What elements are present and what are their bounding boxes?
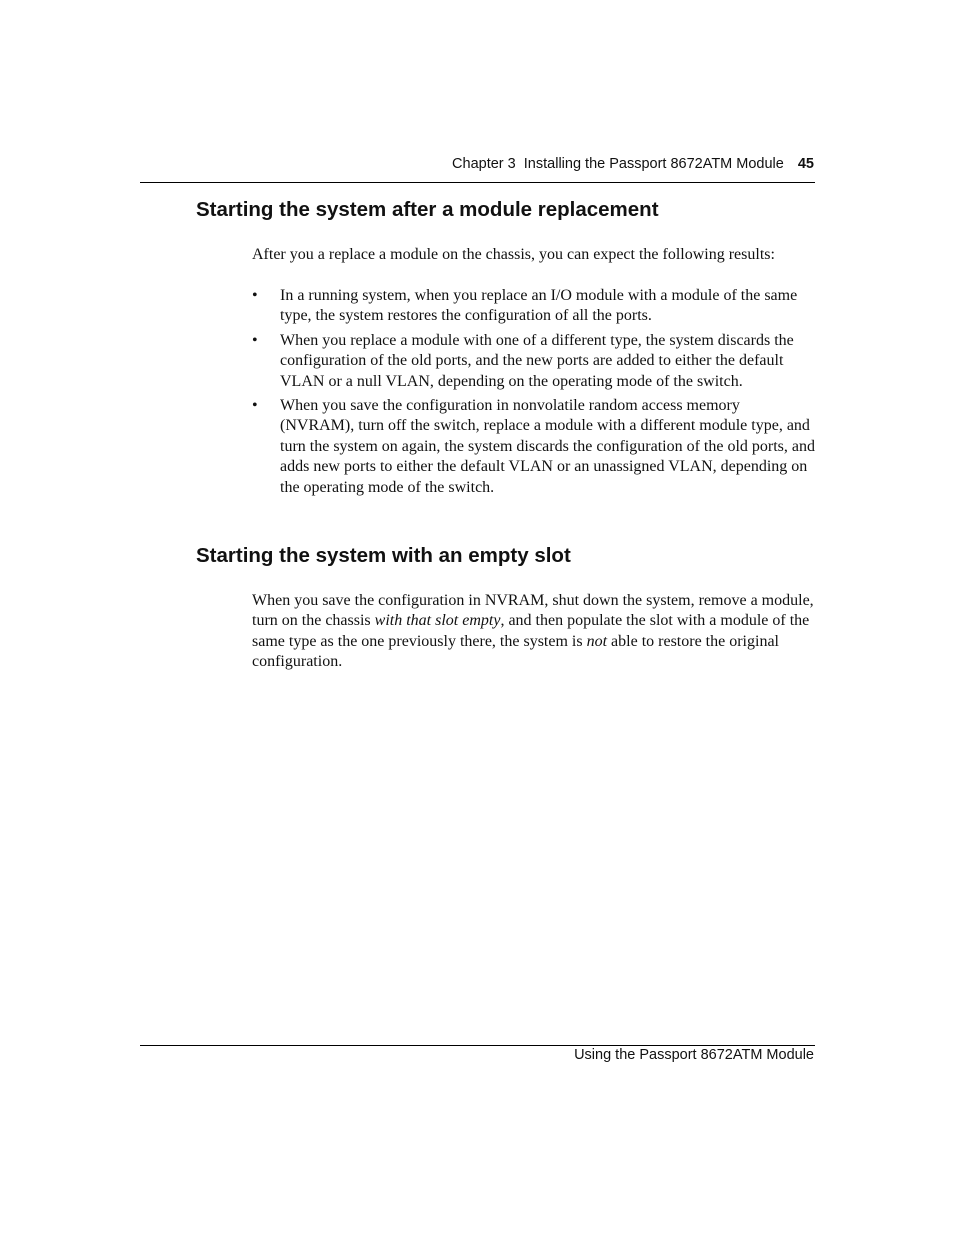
section-heading-module-replacement: Starting the system after a module replacement: [196, 198, 659, 221]
list-item: [252, 331, 817, 392]
header-rule: [140, 182, 815, 183]
bullet-marker: •: [252, 331, 258, 349]
empty-slot-paragraph: [252, 591, 817, 673]
running-footer: Using the Passport 8672ATM Module: [574, 1047, 814, 1063]
list-item: [252, 286, 817, 327]
running-header: [452, 156, 814, 172]
list-item: [252, 396, 817, 498]
emphasis-text: with that slot empty: [374, 612, 501, 630]
bullet-marker: •: [252, 397, 258, 415]
list-item-text: In a running system, when you replace an I/O module with a module of the same type, the system restores the configuration of all the ports.: [280, 287, 798, 325]
paragraph-text: able to restore the original configuration.: [252, 632, 779, 671]
paragraph-text: , and then populate the slot with a module of the same type as the one previously there, the system is: [252, 612, 810, 650]
list-item-text: When you replace a module with one of a different type, the system discards the configuration of the old ports, and the new ports are added to either the default VLAN or a null VLAN, depending on the operating mode of the switch.: [280, 331, 794, 390]
chapter-label: Chapter 3: [452, 156, 516, 172]
chapter-title: Installing the Passport 8672ATM Module: [523, 156, 784, 172]
emphasis-text: not: [586, 632, 608, 650]
results-list: [252, 286, 817, 502]
intro-paragraph: After you a replace a module on the chassis, you can expect the following results:: [252, 246, 775, 263]
section-heading-empty-slot: Starting the system with an empty slot: [196, 544, 571, 567]
paragraph-text: When you save the configuration in NVRAM, shut down the system, remove a module, turn on the chassis: [252, 592, 814, 630]
list-item-text: When you save the configuration in nonvolatile random access memory (NVRAM), turn off the switch, replace a module with a different module type, and turn the system on again, the system discards the configuration of the old ports, and adds new ports to either the default VLAN or an unassigned VLAN, depending on the operating mode of the switch.: [280, 397, 815, 496]
footer-rule: [140, 1045, 815, 1046]
bullet-marker: •: [252, 287, 258, 304]
page-number: 45: [797, 156, 814, 172]
